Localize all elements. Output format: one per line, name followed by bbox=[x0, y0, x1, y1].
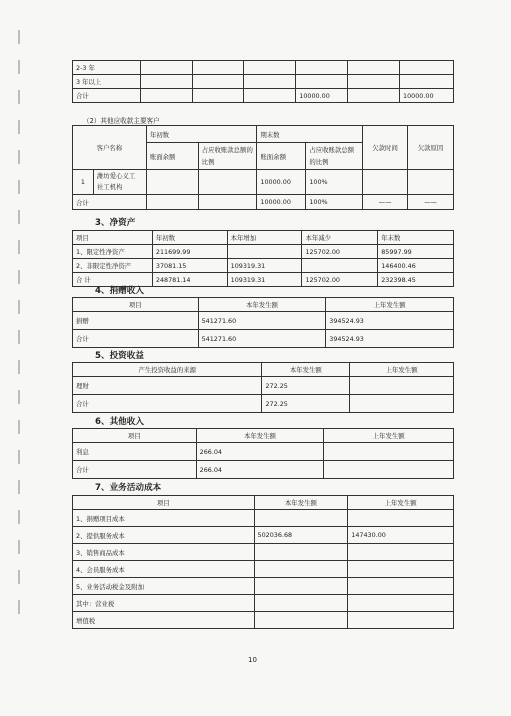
table-cell bbox=[348, 61, 400, 75]
other-receivables-table bbox=[72, 125, 454, 210]
table-cell: 109319.31 bbox=[227, 273, 302, 287]
table-row bbox=[73, 561, 454, 578]
table-cell bbox=[254, 510, 348, 527]
table-cell bbox=[254, 612, 348, 629]
row-label: 5、业务活动税金及附加 bbox=[73, 578, 255, 595]
business-cost-table bbox=[72, 495, 454, 629]
header-reason: 欠款原因 bbox=[408, 126, 454, 170]
table-cell: 10000.00 bbox=[257, 195, 306, 210]
table-cell bbox=[192, 61, 244, 75]
table-cell bbox=[146, 195, 198, 210]
table-row bbox=[73, 61, 454, 75]
table-cell bbox=[408, 170, 454, 195]
table-header: 年末数 bbox=[378, 231, 454, 245]
table-cell: 85997.99 bbox=[378, 245, 454, 259]
table-cell bbox=[350, 377, 454, 395]
section-title: 6、其他收入 bbox=[95, 417, 144, 427]
table-cell: 10000.00 bbox=[296, 89, 348, 103]
table-header: 项目 bbox=[73, 298, 199, 312]
net-assets-table bbox=[72, 230, 454, 287]
table-cell bbox=[348, 75, 400, 89]
receivable-aging-table bbox=[72, 60, 454, 103]
table-header: 本年发生额 bbox=[262, 363, 350, 377]
table-cell bbox=[254, 544, 348, 561]
table-row bbox=[73, 578, 454, 595]
row-label: 3、销售商品成本 bbox=[73, 544, 255, 561]
table-cell bbox=[348, 510, 454, 527]
table-cell bbox=[296, 61, 348, 75]
table-cell bbox=[296, 75, 348, 89]
table-row bbox=[73, 443, 454, 461]
investment-table bbox=[72, 362, 454, 413]
row-label: 1、捐赠项目成本 bbox=[73, 510, 255, 527]
table-cell: 146400.46 bbox=[378, 259, 454, 273]
table-cell bbox=[254, 561, 348, 578]
table-cell bbox=[348, 544, 454, 561]
donations-table bbox=[72, 297, 454, 348]
row-label: 合计 bbox=[73, 195, 147, 210]
table-cell bbox=[302, 259, 378, 273]
table-cell: 394524.93 bbox=[326, 330, 454, 348]
table-cell bbox=[348, 595, 454, 612]
table-cell bbox=[244, 75, 296, 89]
table-cell bbox=[192, 75, 244, 89]
row-label: 2-3 年 bbox=[73, 61, 141, 75]
table-cell bbox=[140, 61, 192, 75]
table-cell bbox=[350, 395, 454, 413]
table-cell bbox=[324, 461, 454, 479]
row-label: 其中：营业税 bbox=[73, 595, 255, 612]
table-cell: 37081.15 bbox=[152, 259, 227, 273]
table-cell: 10000.00 bbox=[400, 89, 454, 103]
table-cell bbox=[198, 195, 257, 210]
customer-name-line1: 潍坊爱心义工 bbox=[96, 172, 136, 180]
table-cell: 125702.00 bbox=[302, 245, 378, 259]
table-cell bbox=[348, 89, 400, 103]
table-header: 本年发生额 bbox=[254, 496, 348, 510]
customer-name bbox=[93, 170, 146, 195]
table-row bbox=[73, 170, 454, 195]
table-header: 项目 bbox=[73, 231, 153, 245]
table-cell bbox=[192, 89, 244, 103]
header-end: 期末数 bbox=[257, 126, 363, 143]
table-header: 本年发生额 bbox=[198, 298, 326, 312]
table-row bbox=[73, 595, 454, 612]
table-header: 年初数 bbox=[152, 231, 227, 245]
table-cell bbox=[244, 61, 296, 75]
other-income-table bbox=[72, 428, 454, 479]
table-row bbox=[73, 377, 454, 395]
table-cell bbox=[400, 75, 454, 89]
row-label: 理财 bbox=[73, 377, 262, 395]
table-row bbox=[73, 510, 454, 527]
table-cell: 232398.45 bbox=[378, 273, 454, 287]
table-cell: —— bbox=[408, 195, 454, 210]
page-number: 10 bbox=[248, 656, 257, 664]
table-row bbox=[73, 395, 454, 413]
table-cell: 502036.68 bbox=[254, 527, 348, 544]
table-cell bbox=[348, 561, 454, 578]
section-title: 5、投资收益 bbox=[95, 351, 144, 361]
table-row bbox=[73, 245, 454, 259]
row-label: 合计 bbox=[73, 89, 141, 103]
table-cell: 100% bbox=[306, 195, 363, 210]
table-cell bbox=[348, 578, 454, 595]
table-cell bbox=[227, 245, 302, 259]
table-cell: 125702.00 bbox=[302, 273, 378, 287]
row-label: 合计 bbox=[73, 461, 197, 479]
table-row bbox=[73, 195, 454, 210]
table-cell: —— bbox=[363, 195, 408, 210]
table-header: 项目 bbox=[73, 429, 197, 443]
row-label: 捐赠 bbox=[73, 312, 199, 330]
row-label: 1、限定性净资产 bbox=[73, 245, 153, 259]
header-book-balance: 账面余额 bbox=[146, 143, 198, 170]
table-cell: 147430.00 bbox=[348, 527, 454, 544]
table-row bbox=[73, 312, 454, 330]
table-header: 本年发生额 bbox=[196, 429, 324, 443]
subsection-title: （2）其他应收款主要客户 bbox=[83, 117, 160, 125]
header-ratio: 占应收账款总额的比例 bbox=[198, 143, 257, 170]
table-cell: 394524.93 bbox=[326, 312, 454, 330]
table-row bbox=[73, 544, 454, 561]
table-header: 项目 bbox=[73, 496, 255, 510]
row-label: 合计 bbox=[73, 395, 262, 413]
customer-name-line2: 社工机构 bbox=[96, 183, 123, 191]
table-cell: 211699.99 bbox=[152, 245, 227, 259]
table-cell bbox=[363, 170, 408, 195]
row-label: 3 年以上 bbox=[73, 75, 141, 89]
table-row bbox=[73, 259, 454, 273]
table-cell: 266.04 bbox=[196, 443, 324, 461]
table-cell: 109319.31 bbox=[227, 259, 302, 273]
table-header: 本年增加 bbox=[227, 231, 302, 245]
table-cell bbox=[324, 443, 454, 461]
row-label: 利息 bbox=[73, 443, 197, 461]
table-header: 上年发生额 bbox=[348, 496, 454, 510]
table-row bbox=[73, 527, 454, 544]
header-time: 欠款时间 bbox=[363, 126, 408, 170]
row-label: 4、会员服务成本 bbox=[73, 561, 255, 578]
section-title: 7、业务活动成本 bbox=[95, 483, 162, 493]
table-row bbox=[73, 461, 454, 479]
binding-holes bbox=[18, 30, 24, 670]
table-cell bbox=[254, 595, 348, 612]
table-cell bbox=[140, 89, 192, 103]
table-row bbox=[73, 75, 454, 89]
table-cell bbox=[400, 61, 454, 75]
table-cell bbox=[348, 612, 454, 629]
header-customer: 客户名称 bbox=[73, 126, 147, 170]
table-cell: 541271.60 bbox=[198, 312, 326, 330]
table-header: 上年发生额 bbox=[324, 429, 454, 443]
table-header: 上年发生额 bbox=[326, 298, 454, 312]
table-cell bbox=[146, 170, 198, 195]
table-row bbox=[73, 612, 454, 629]
section-title: 3、净资产 bbox=[95, 218, 136, 228]
table-header: 上年发生额 bbox=[350, 363, 454, 377]
table-header: 产生投资收益的来源 bbox=[73, 363, 262, 377]
table-cell: 272.25 bbox=[262, 395, 350, 413]
header-book-balance: 账面余额 bbox=[257, 143, 306, 170]
table-header: 本年减少 bbox=[302, 231, 378, 245]
row-label: 2、非限定性净资产 bbox=[73, 259, 153, 273]
table-cell bbox=[198, 170, 257, 195]
table-cell bbox=[254, 578, 348, 595]
table-row bbox=[73, 89, 454, 103]
table-cell bbox=[244, 89, 296, 103]
section-title: 4、捐赠收入 bbox=[95, 286, 144, 296]
table-cell: 10000.00 bbox=[257, 170, 306, 195]
row-label: 合 计 bbox=[73, 273, 153, 287]
row-label: 增值税 bbox=[73, 612, 255, 629]
table-cell: 272.25 bbox=[262, 377, 350, 395]
table-cell bbox=[140, 75, 192, 89]
row-number: 1 bbox=[73, 170, 94, 195]
header-ratio: 占应收账款总额的比例 bbox=[306, 143, 363, 170]
header-begin: 年初数 bbox=[146, 126, 257, 143]
row-label: 合计 bbox=[73, 330, 199, 348]
row-label: 2、提供服务成本 bbox=[73, 527, 255, 544]
table-row bbox=[73, 330, 454, 348]
table-cell: 266.04 bbox=[196, 461, 324, 479]
table-cell: 248781.14 bbox=[152, 273, 227, 287]
table-cell: 541271.60 bbox=[198, 330, 326, 348]
table-cell: 100% bbox=[306, 170, 363, 195]
